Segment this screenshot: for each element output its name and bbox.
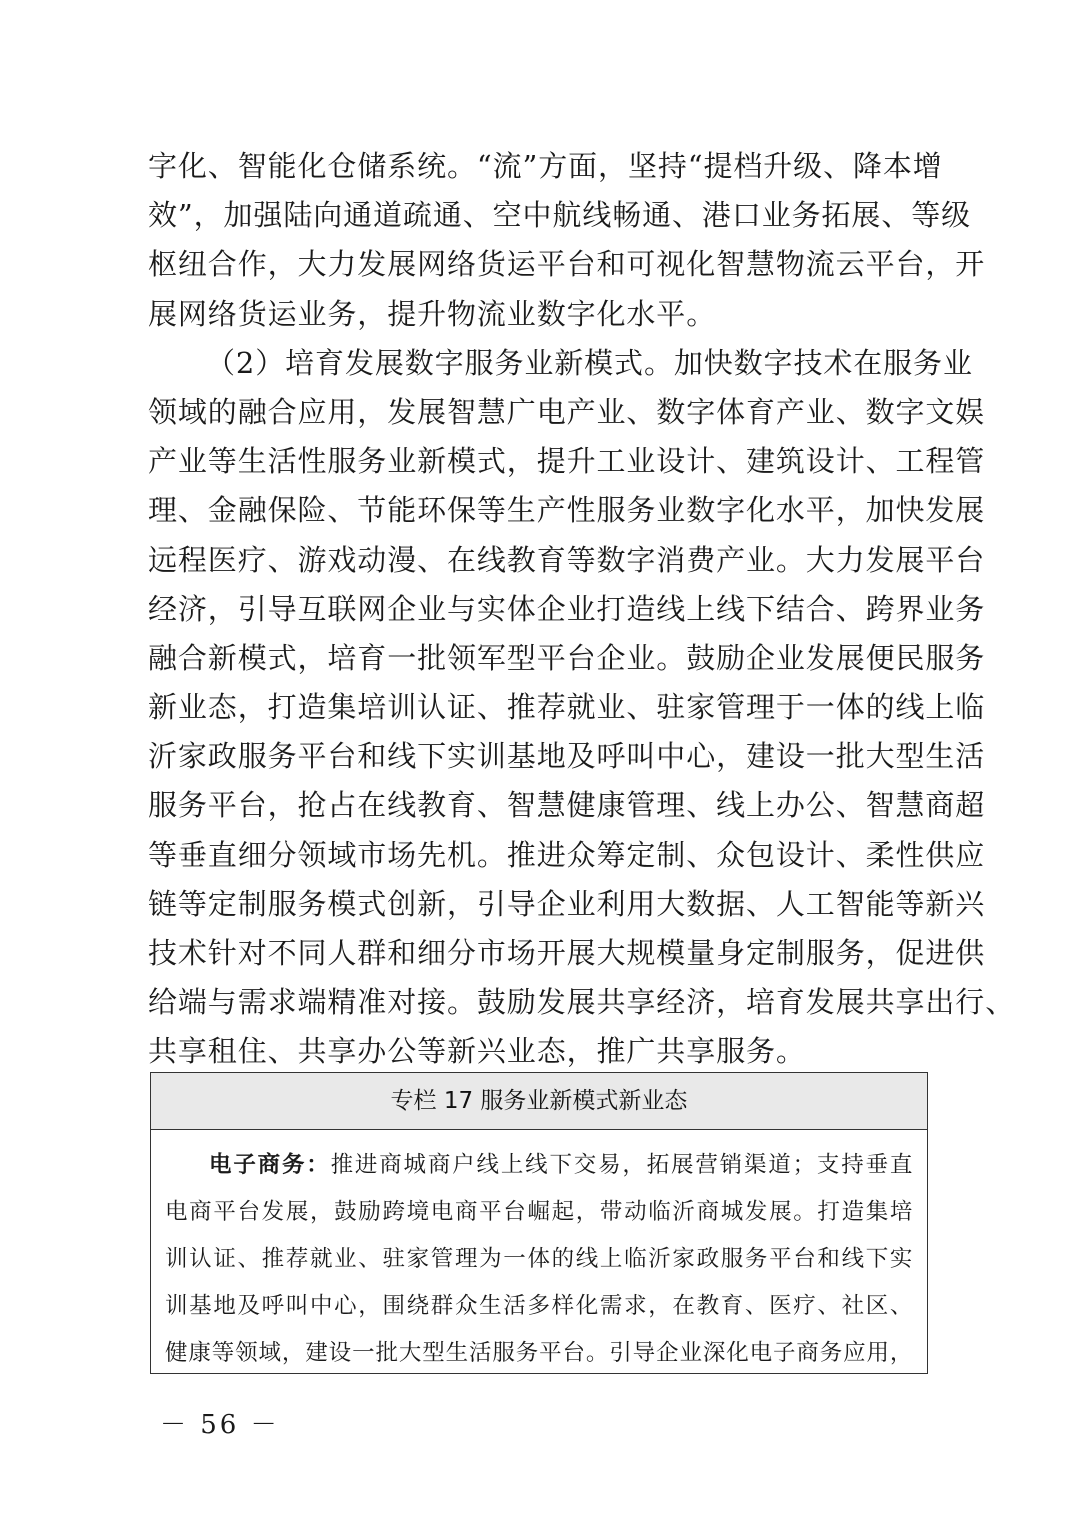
body-line: 产业等生活性服务业新模式，提升工业设计、建筑设计、工程管 [148,444,986,479]
page-number: － 56 － [160,1410,280,1440]
column-box-line: 健康等领域，建设一批大型生活服务平台。引导企业深化电子商务应用， [165,1340,913,1366]
body-line: 领域的融合应用，发展智慧广电产业、数字体育产业、数字文娱 [148,394,986,429]
body-line: 新业态，打造集培训认证、推荐就业、驻家管理于一体的线上临 [148,690,986,725]
body-line: 共享租住、共享办公等新兴业态，推广共享服务。 [148,1034,806,1069]
body-line: （2）培育发展数字服务业新模式。加快数字技术在服务业 [206,345,973,380]
body-line: 技术针对不同人群和细分市场开展大规模量身定制服务，促进供 [148,936,986,970]
column-box-line [165,1142,913,1189]
column-box-first-text: 推进商城商户线上线下交易，拓展营销渠道；支持垂直 [330,1152,913,1178]
body-line: 理、金融保险、节能环保等生产性服务业数字化水平，加快发展 [148,493,986,528]
body-line: 字化、智能化仓储系统。“流”方面，坚持“提档升级、降本增 [148,149,943,183]
body-line: 经济，引导互联网企业与实体企业打造线上线下结合、跨界业务 [148,591,986,626]
body-text [148,142,1016,1077]
column-box-line: 训认证、推荐就业、驻家管理为一体的线上临沂家政服务平台和线下实 [165,1246,913,1272]
body-line: 给端与需求端精准对接。鼓励发展共享经济，培育发展共享出行、 [148,985,1016,1020]
body-line: 融合新模式，培育一批领军型平台企业。鼓励企业发展便民服务 [148,640,986,675]
body-line: 远程医疗、游戏动漫、在线教育等数字消费产业。大力发展平台 [148,542,986,577]
body-line: 沂家政服务平台和线下实训基地及呼叫中心，建设一批大型生活 [148,739,986,774]
column-box-lead: 电子商务： [209,1152,331,1178]
column-box-line: 电商平台发展，鼓励跨境电商平台崛起，带动临沂商城发展。打造集培 [165,1199,913,1225]
body-line: 链等定制服务模式创新，引导企业利用大数据、人工智能等新兴 [148,886,986,921]
body-line: 等垂直细分领域市场先机。推进众筹定制、众包设计、柔性供应 [148,837,986,872]
column-box [150,1072,928,1374]
column-box-title: 专栏 17 服务业新模式新业态 [151,1073,927,1130]
body-line: 展网络货运业务，提升物流业数字化水平。 [148,296,717,331]
column-box-content [151,1130,927,1377]
body-line: 枢纽合作，大力发展网络货运平台和可视化智慧物流云平台，开 [148,247,986,282]
column-box-line: 训基地及呼叫中心，围绕群众生活多样化需求，在教育、医疗、社区、 [165,1293,913,1319]
body-line: 效”，加强陆向通道疏通、空中航线畅通、港口业务拓展、等级 [148,198,972,233]
body-line: 服务平台，抢占在线教育、智慧健康管理、线上办公、智慧商超 [148,788,986,823]
